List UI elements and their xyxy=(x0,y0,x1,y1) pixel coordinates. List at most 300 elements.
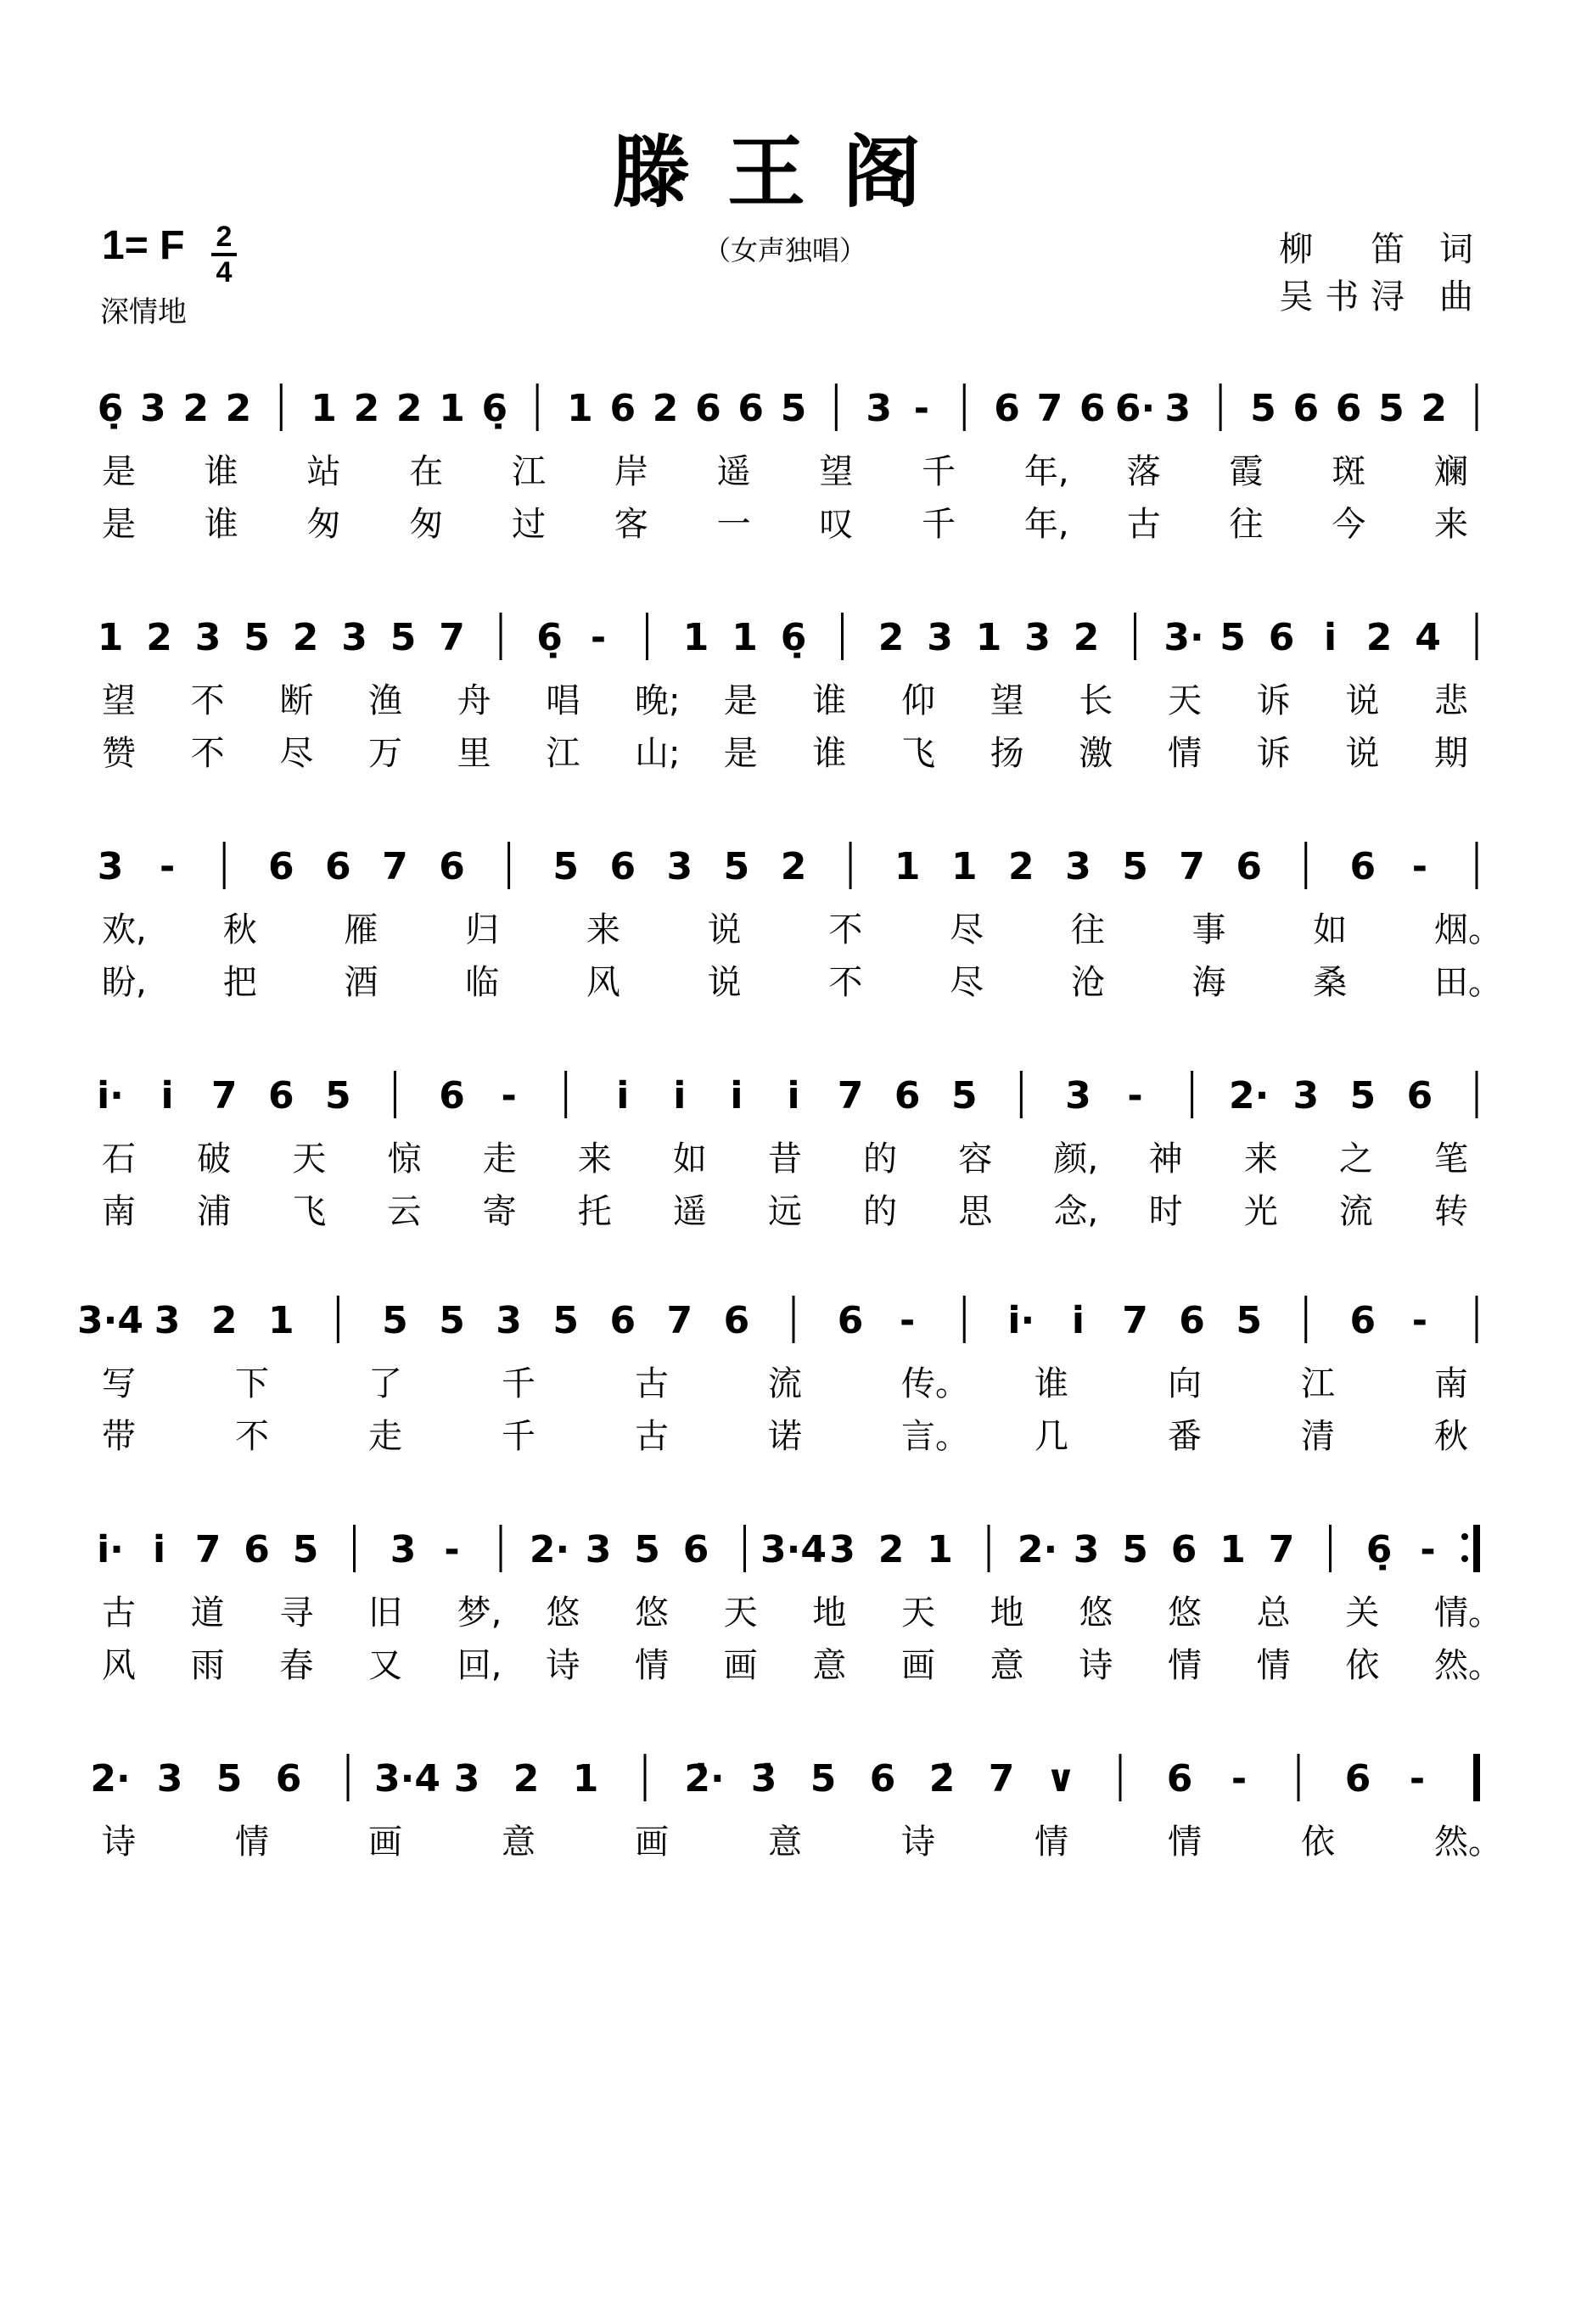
lyric-syllable: 说 xyxy=(1345,681,1380,720)
lyric-syllable: 画 xyxy=(901,1646,935,1685)
lyric-syllable: 惊 xyxy=(387,1140,422,1179)
lyric-syllable: 期 xyxy=(1434,734,1468,773)
note: 3· xyxy=(1163,616,1204,659)
note: - xyxy=(1231,1757,1248,1800)
lyric-syllable: 意 xyxy=(502,1823,535,1862)
lyric-syllable: 来 xyxy=(577,1140,612,1179)
lyric-syllable: 悲 xyxy=(1434,681,1468,720)
lyric-syllable: 是 xyxy=(723,681,758,720)
lyric-syllable: 传。 xyxy=(901,1364,969,1403)
note: i̇· xyxy=(1007,1299,1035,1342)
lyric-syllable: 田。 xyxy=(1434,963,1502,1002)
lyric-syllable: 流 xyxy=(768,1364,802,1403)
music-system xyxy=(0,1277,1570,1456)
lyric-syllable: 来 xyxy=(1243,1140,1278,1179)
repeat-dot xyxy=(1461,1533,1468,1540)
note: 6 xyxy=(267,1074,294,1117)
lyric-syllable: 遥 xyxy=(716,452,751,491)
lyric-syllable: 画 xyxy=(635,1823,669,1862)
note: 5 xyxy=(439,1299,465,1342)
note: 4 xyxy=(1415,616,1441,659)
key-signature: 1= F xyxy=(102,223,185,268)
lyric-syllable: 里 xyxy=(457,734,491,773)
lyric-syllable: 托 xyxy=(577,1192,612,1231)
note: 5 xyxy=(244,616,270,659)
lyric-syllable: 谁 xyxy=(204,452,238,491)
note: 2 xyxy=(780,845,807,888)
lyric-syllable: 道 xyxy=(190,1593,225,1632)
lyric-syllable: 盼, xyxy=(102,963,147,1002)
note: 6 xyxy=(267,845,294,888)
lyric-syllable: 的 xyxy=(863,1192,898,1231)
lyric-syllable: 断 xyxy=(279,681,314,720)
note: i̇ xyxy=(730,1074,743,1117)
note: i̇ xyxy=(673,1074,687,1117)
note: i̇· xyxy=(97,1528,124,1571)
lyric-syllable: 望 xyxy=(990,681,1024,720)
lyric-syllable: 意 xyxy=(768,1823,802,1862)
lyric-syllable: 望 xyxy=(102,681,136,720)
lyric-syllable: 写 xyxy=(102,1364,136,1403)
lyric-syllable: 沧 xyxy=(1070,963,1105,1002)
lyric-syllable: 画 xyxy=(723,1646,758,1685)
note: 3 xyxy=(1292,1074,1320,1117)
note: 2 xyxy=(652,387,679,430)
lyric-syllable: 尽 xyxy=(279,734,314,773)
lyric-syllable: 来 xyxy=(1434,505,1468,544)
lyric-syllable: 激 xyxy=(1079,734,1113,773)
lyric-syllable: 望 xyxy=(819,452,854,491)
lyric-line-2 xyxy=(0,499,1570,550)
lyric-syllable: 匆 xyxy=(409,505,444,544)
lyric-syllable: 的 xyxy=(863,1140,898,1179)
lyric-syllable: 今 xyxy=(1332,505,1366,544)
note: 2 xyxy=(878,1528,905,1571)
note: 6 xyxy=(439,1074,465,1117)
note: 3 xyxy=(1073,1528,1100,1571)
note: - xyxy=(913,387,930,430)
lyric-syllable: 诉 xyxy=(1256,681,1291,720)
composer-credit: 吴书浔 曲 xyxy=(1279,277,1485,316)
lyric-line-2 xyxy=(0,1186,1570,1237)
lyric-syllable: 斓 xyxy=(1434,452,1468,491)
note: 6̣ xyxy=(780,616,807,659)
music-system xyxy=(0,365,1570,544)
note: 3 xyxy=(496,1299,522,1342)
lyric-syllable: 是 xyxy=(723,734,758,773)
lyric-syllable: 言。 xyxy=(901,1417,969,1456)
note: 3·4 xyxy=(374,1757,440,1800)
note: 3·4 xyxy=(760,1528,827,1571)
lyric-syllable: 桑 xyxy=(1313,963,1348,1002)
note: 2 xyxy=(1008,845,1035,888)
note: 6 xyxy=(837,1299,864,1342)
lyric-syllable: 谁 xyxy=(204,505,238,544)
lyric-syllable: 带 xyxy=(102,1417,136,1456)
note: 3 xyxy=(666,845,693,888)
note: 6 xyxy=(695,387,721,430)
note: 2 xyxy=(210,1299,238,1342)
lyric-syllable: 如 xyxy=(672,1140,707,1179)
time-signature xyxy=(209,222,239,287)
note: 2 xyxy=(353,387,380,430)
lyric-syllable: 江 xyxy=(546,734,580,773)
lyric-syllable: 江 xyxy=(512,452,547,491)
lyric-syllable: 几 xyxy=(1035,1417,1068,1456)
lyric-syllable: 仰 xyxy=(901,681,935,720)
note: - xyxy=(590,616,607,659)
lyric-syllable: 诗 xyxy=(102,1823,136,1862)
note: 5 xyxy=(723,845,750,888)
note: 6 xyxy=(1344,1757,1371,1800)
note: 3 xyxy=(390,1528,417,1571)
note: - xyxy=(1127,1074,1143,1117)
note: 5 xyxy=(1122,845,1148,888)
note: 6 xyxy=(1268,616,1295,659)
tempo-marking: 深情地 xyxy=(100,295,187,329)
lyric-syllable: 情 xyxy=(1035,1823,1068,1862)
lyric-syllable: 过 xyxy=(512,505,547,544)
lyric-syllable: 总 xyxy=(1256,1593,1291,1632)
lyric-syllable: 走 xyxy=(482,1140,517,1179)
lyric-syllable: 南 xyxy=(1434,1364,1468,1403)
lyric-syllable: 然。 xyxy=(1434,1823,1502,1862)
note: 5 xyxy=(1349,1074,1377,1117)
lyric-syllable: 扬 xyxy=(990,734,1024,773)
note: i̇ xyxy=(1323,616,1337,659)
lyric-syllable: 斑 xyxy=(1332,452,1366,491)
lyric-syllable: 不 xyxy=(828,910,863,949)
lyric-syllable: 石 xyxy=(102,1140,136,1179)
note: 5 xyxy=(216,1757,243,1800)
note: 5 xyxy=(382,1299,408,1342)
note: 7 xyxy=(1179,845,1205,888)
lyric-syllable: 寄 xyxy=(482,1192,517,1231)
note: 5 xyxy=(780,387,807,430)
lyric-syllable: 容 xyxy=(958,1140,993,1179)
lyric-syllable: 唱 xyxy=(546,681,580,720)
lyric-syllable: 情 xyxy=(1168,734,1202,773)
note: 3 xyxy=(585,1528,612,1571)
lyric-syllable: 匆 xyxy=(306,505,341,544)
lyric-syllable: 地 xyxy=(990,1593,1024,1632)
lyric-syllable: 往 xyxy=(1229,505,1264,544)
note: 5 xyxy=(390,616,417,659)
lyric-syllable: 不 xyxy=(828,963,863,1002)
lyric-syllable: 烟。 xyxy=(1434,910,1502,949)
lyric-syllable: 了 xyxy=(368,1364,402,1403)
note: 7 xyxy=(1036,387,1063,430)
note: 6̣ xyxy=(1365,1528,1393,1571)
lyric-syllable: 古 xyxy=(635,1417,669,1456)
lyric-syllable: 悠 xyxy=(635,1593,669,1632)
note: 7 xyxy=(837,1074,864,1117)
lyric-syllable: 赞 xyxy=(102,734,136,773)
note: i̇ xyxy=(616,1074,630,1117)
note: 1 xyxy=(975,616,1002,659)
lyric-syllable: 事 xyxy=(1192,910,1226,949)
note: - xyxy=(159,845,176,888)
note: i̇ xyxy=(160,1074,174,1117)
note: 3 xyxy=(1065,845,1091,888)
note: 3 xyxy=(829,1528,855,1571)
note: i̇ xyxy=(787,1074,800,1117)
time-signature-top: 2 xyxy=(216,221,233,253)
lyric-syllable: 走 xyxy=(368,1417,402,1456)
lyric-syllable: 诗 xyxy=(1079,1646,1113,1685)
note: 3 xyxy=(140,387,166,430)
note: 5 xyxy=(1236,1299,1262,1342)
note: 1 xyxy=(682,616,709,659)
lyric-line-1 xyxy=(0,675,1570,726)
lyric-syllable: 南 xyxy=(102,1192,136,1231)
notation-line xyxy=(0,594,1570,670)
note: 6 xyxy=(609,845,636,888)
note: 6 xyxy=(682,1528,709,1571)
note: 6 xyxy=(1236,845,1262,888)
lyricist-credit: 柳 笛 词 xyxy=(1279,230,1485,269)
lyric-syllable: 地 xyxy=(812,1593,847,1632)
lyric-syllable: 回, xyxy=(457,1646,502,1685)
note: 2 xyxy=(225,387,252,430)
lyric-syllable: 古 xyxy=(635,1364,669,1403)
note: 6 xyxy=(1292,387,1320,430)
note: 6 xyxy=(1406,1074,1433,1117)
note: 2 xyxy=(513,1757,540,1800)
lyric-syllable: 远 xyxy=(768,1192,802,1231)
note: 3 xyxy=(1164,387,1192,430)
lyric-syllable: 千 xyxy=(502,1364,535,1403)
notation-line xyxy=(0,1052,1570,1128)
note: 2 xyxy=(395,387,423,430)
lyric-syllable: 流 xyxy=(1338,1192,1373,1231)
lyric-syllable: 浦 xyxy=(197,1192,232,1231)
note: 1 xyxy=(1220,1528,1246,1571)
note: - xyxy=(1409,1757,1426,1800)
lyric-syllable: 下 xyxy=(235,1364,269,1403)
note: 2̇· xyxy=(684,1757,725,1800)
note: 2̇ xyxy=(928,1757,956,1800)
lyric-syllable: 年, xyxy=(1023,452,1069,491)
note: 2 xyxy=(1421,387,1447,430)
note: 6 xyxy=(1335,387,1362,430)
note: 3 xyxy=(194,616,221,659)
lyric-syllable: 落 xyxy=(1126,452,1161,491)
lyric-syllable: 思 xyxy=(958,1192,993,1231)
lyric-syllable: 遥 xyxy=(672,1192,707,1231)
lyric-syllable: 之 xyxy=(1338,1140,1373,1179)
note: 6̣ xyxy=(481,387,508,430)
lyric-syllable: 神 xyxy=(1148,1140,1183,1179)
note: 2· xyxy=(1228,1074,1270,1117)
note: 6 xyxy=(723,1299,750,1342)
lyric-syllable: 悠 xyxy=(1079,1593,1113,1632)
note: 2· xyxy=(90,1757,131,1800)
note: 3 xyxy=(97,845,124,888)
lyric-line-2 xyxy=(0,728,1570,779)
lyric-syllable: 霞 xyxy=(1229,452,1264,491)
note: ∨ xyxy=(1046,1757,1076,1800)
note: 5 xyxy=(325,1074,351,1117)
lyric-syllable: 舟 xyxy=(457,681,491,720)
lyric-syllable: 诉 xyxy=(1256,734,1291,773)
lyric-syllable: 渔 xyxy=(368,681,402,720)
lyric-syllable: 诺 xyxy=(768,1417,802,1456)
note: 6 xyxy=(1179,1299,1205,1342)
lyric-syllable: 风 xyxy=(102,1646,136,1685)
lyric-line-2 xyxy=(0,1411,1570,1462)
lyric-syllable: 光 xyxy=(1243,1192,1278,1231)
time-signature-bottom: 4 xyxy=(216,256,233,288)
note: 2 xyxy=(146,616,172,659)
note: 1 xyxy=(894,845,921,888)
note: 5 xyxy=(950,1074,978,1117)
lyric-line-1 xyxy=(0,1817,1570,1868)
note: 6 xyxy=(994,387,1020,430)
lyric-syllable: 意 xyxy=(990,1646,1024,1685)
note: - xyxy=(1411,845,1428,888)
note: 6 xyxy=(1170,1528,1197,1571)
lyric-syllable: 念, xyxy=(1053,1192,1099,1231)
note: - xyxy=(1411,1299,1428,1342)
notation-line xyxy=(0,365,1570,441)
lyric-syllable: 是 xyxy=(102,505,136,544)
lyric-syllable: 飞 xyxy=(901,734,935,773)
music-system xyxy=(0,823,1570,1002)
note: 3 xyxy=(154,1299,181,1342)
lyric-syllable: 来 xyxy=(586,910,620,949)
note: 3 xyxy=(453,1757,480,1800)
note: 3 xyxy=(1065,1074,1091,1117)
note: i̇ xyxy=(1071,1299,1085,1342)
lyric-syllable: 天 xyxy=(1168,681,1202,720)
lyric-syllable: 雨 xyxy=(190,1646,225,1685)
lyric-syllable: 情。 xyxy=(1434,1593,1502,1632)
lyric-line-1 xyxy=(0,904,1570,955)
note: - xyxy=(444,1528,460,1571)
note: 6 xyxy=(1166,1757,1193,1800)
lyric-syllable: 诗 xyxy=(901,1823,935,1862)
lyric-syllable: 尽 xyxy=(950,910,984,949)
lyric-syllable: 一 xyxy=(716,505,751,544)
lyric-syllable: 番 xyxy=(1168,1417,1202,1456)
note: 6 xyxy=(244,1528,270,1571)
lyric-syllable: 依 xyxy=(1301,1823,1335,1862)
lyric-syllable: 天 xyxy=(723,1593,758,1632)
lyric-syllable: 往 xyxy=(1070,910,1105,949)
note: 1 xyxy=(927,1528,953,1571)
lyric-syllable: 向 xyxy=(1168,1364,1202,1403)
note: 5 xyxy=(1378,387,1405,430)
lyric-syllable: 把 xyxy=(222,963,257,1002)
note: i̇ xyxy=(152,1528,166,1571)
note: 6 xyxy=(1349,845,1377,888)
note: 7 xyxy=(194,1528,221,1571)
lyric-syllable: 长 xyxy=(1079,681,1113,720)
lyric-syllable: 依 xyxy=(1345,1646,1380,1685)
lyric-syllable: 飞 xyxy=(292,1192,327,1231)
note: 6 xyxy=(609,1299,636,1342)
note: 2 xyxy=(1073,616,1100,659)
lyric-syllable: 转 xyxy=(1434,1192,1468,1231)
note: 3·4 xyxy=(77,1299,143,1342)
lyric-syllable: 画 xyxy=(368,1823,402,1862)
note: 6 xyxy=(609,387,636,430)
lyric-line-1 xyxy=(0,1358,1570,1409)
lyric-syllable: 秋 xyxy=(1434,1417,1468,1456)
lyric-syllable: 晚; xyxy=(635,681,681,720)
lyric-syllable: 风 xyxy=(586,963,620,1002)
note: 7 xyxy=(988,1757,1015,1800)
note: 2 xyxy=(182,387,209,430)
lyric-syllable: 悠 xyxy=(546,1593,580,1632)
note: 3 xyxy=(866,387,892,430)
lyric-syllable: 情 xyxy=(235,1823,269,1862)
lyric-syllable: 是 xyxy=(102,452,136,491)
note: 6· xyxy=(1114,387,1156,430)
lyric-syllable: 欢, xyxy=(102,910,147,949)
note: 1 xyxy=(950,845,978,888)
note: 5 xyxy=(1220,616,1246,659)
note: 1 xyxy=(439,387,465,430)
music-system xyxy=(0,1052,1570,1231)
note: 6 xyxy=(737,387,764,430)
note: 2· xyxy=(529,1528,570,1571)
note: 7 xyxy=(1268,1528,1295,1571)
lyric-syllable: 然。 xyxy=(1434,1646,1502,1685)
note: 1 xyxy=(572,1757,599,1800)
performance-note: （女声独唱） xyxy=(703,234,866,266)
note: 3̇ xyxy=(750,1757,777,1800)
lyric-syllable: 在 xyxy=(409,452,444,491)
note: 6 xyxy=(439,845,465,888)
note: 2 xyxy=(1365,616,1393,659)
lyric-syllable: 酒 xyxy=(344,963,378,1002)
lyric-syllable: 云 xyxy=(387,1192,422,1231)
notation-line xyxy=(0,1735,1570,1812)
lyric-syllable: 情 xyxy=(1256,1646,1291,1685)
lyric-syllable: 寻 xyxy=(279,1593,314,1632)
note: 6̣ xyxy=(536,616,563,659)
lyric-syllable: 千 xyxy=(922,505,956,544)
lyric-syllable: 情 xyxy=(1168,1646,1202,1685)
lyric-syllable: 岸 xyxy=(614,452,648,491)
lyric-syllable: 千 xyxy=(502,1417,535,1456)
note: 3 xyxy=(1024,616,1051,659)
lyric-syllable: 海 xyxy=(1192,963,1226,1002)
lyric-syllable: 尽 xyxy=(950,963,984,1002)
note: 5 xyxy=(552,1299,579,1342)
lyric-syllable: 如 xyxy=(1313,910,1348,949)
note: 2 xyxy=(292,616,319,659)
note: i̇· xyxy=(97,1074,124,1117)
lyric-syllable: 客 xyxy=(614,505,648,544)
note: 1 xyxy=(732,616,758,659)
note: 5 xyxy=(634,1528,660,1571)
note: 5 xyxy=(1250,387,1276,430)
lyric-syllable: 秋 xyxy=(222,910,257,949)
note: 7 xyxy=(666,1299,693,1342)
lyric-syllable: 悠 xyxy=(1168,1593,1202,1632)
note: 5 xyxy=(1122,1528,1148,1571)
note: 6 xyxy=(1349,1299,1377,1342)
repeat-dot xyxy=(1461,1555,1468,1562)
note: 2 xyxy=(878,616,905,659)
lyric-syllable: 天 xyxy=(292,1140,327,1179)
note: 1 xyxy=(267,1299,294,1342)
lyric-syllable: 时 xyxy=(1148,1192,1183,1231)
lyric-syllable: 千 xyxy=(922,452,956,491)
